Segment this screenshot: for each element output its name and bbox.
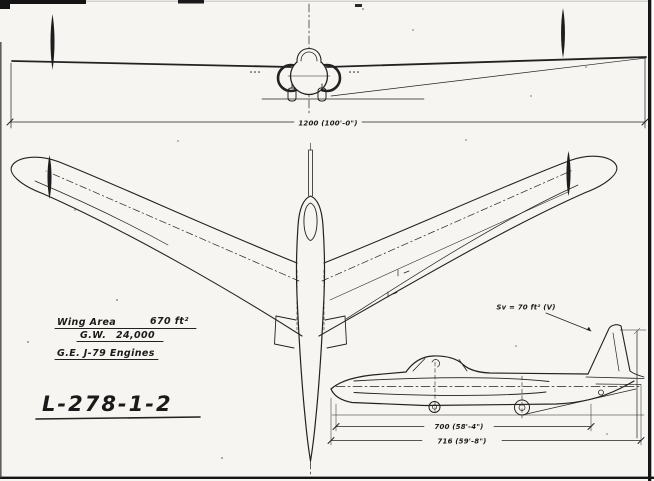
front-wing-right (327, 57, 646, 67)
wing-left-trailing-edge (43, 194, 303, 337)
vertical-fin (588, 325, 630, 374)
fuselage-length-dimension: 700 (58'-4") (434, 423, 484, 431)
engine-note: G.E. J-79 Engines (57, 348, 155, 359)
nose-boom (309, 150, 313, 196)
side-view (328, 304, 646, 446)
bottom-border (0, 477, 654, 479)
fin-note-leader (546, 313, 591, 331)
wing-left-leading-edge (58, 162, 297, 264)
wing-right-tip (570, 156, 617, 192)
wing-right-trailing-edge (319, 193, 586, 337)
top-left-corner-blob (0, 0, 10, 9)
wing-area-value: 670 ft² (150, 316, 189, 327)
front-wing-left (12, 61, 291, 67)
top-border-speck (355, 4, 362, 7)
tip-fin-right-plan (566, 151, 570, 196)
span-dimension-label: 1200 (100'-0") (298, 119, 358, 128)
root-pod-right (325, 316, 347, 348)
spar-line-right (322, 170, 573, 281)
canopy-front (297, 49, 321, 63)
height-dim-refs (620, 328, 646, 334)
tailplane-lower (596, 384, 641, 385)
rudder-line (613, 333, 619, 371)
fin-note-arrowhead (587, 327, 592, 331)
tip-fin-right-front (561, 8, 565, 58)
left-border (0, 42, 2, 478)
canopy-side-frames (413, 359, 467, 372)
gross-weight-value: 24,000 (116, 330, 156, 341)
title-block (36, 392, 200, 419)
front-view (7, 4, 648, 128)
top-border-dash (178, 0, 204, 4)
fin-area-note: Sv = 70 ft² (V) (496, 303, 556, 312)
pilot-seat-sketch (432, 359, 440, 367)
wing-root-chord-lower (354, 392, 546, 395)
overall-length-dimension: 716 (59'-8") (437, 437, 487, 446)
tail-bumper (599, 390, 604, 395)
tip-fin-left-plan (47, 155, 51, 199)
aileron-line-left (35, 181, 168, 245)
dihedral-reference-line (331, 58, 646, 96)
tailplane-upper (586, 377, 644, 379)
fuselage-plan (296, 196, 324, 461)
wing-area-label: Wing Area (57, 317, 117, 328)
wing-station-ticks (388, 270, 409, 297)
spar-line-left (46, 171, 299, 281)
wing-right-leading-edge (324, 161, 570, 264)
gross-weight-label: G.W. (80, 330, 107, 341)
gear-centerlines (435, 362, 522, 418)
drawing-number-underline (36, 417, 200, 419)
top-left-border-mark (0, 0, 86, 4)
spec-block (55, 316, 196, 360)
right-border (648, 0, 651, 481)
nose-wheel (429, 402, 440, 413)
drawing-number: L-278-1-2 (42, 392, 173, 416)
wing-root-chord-upper (354, 378, 549, 382)
